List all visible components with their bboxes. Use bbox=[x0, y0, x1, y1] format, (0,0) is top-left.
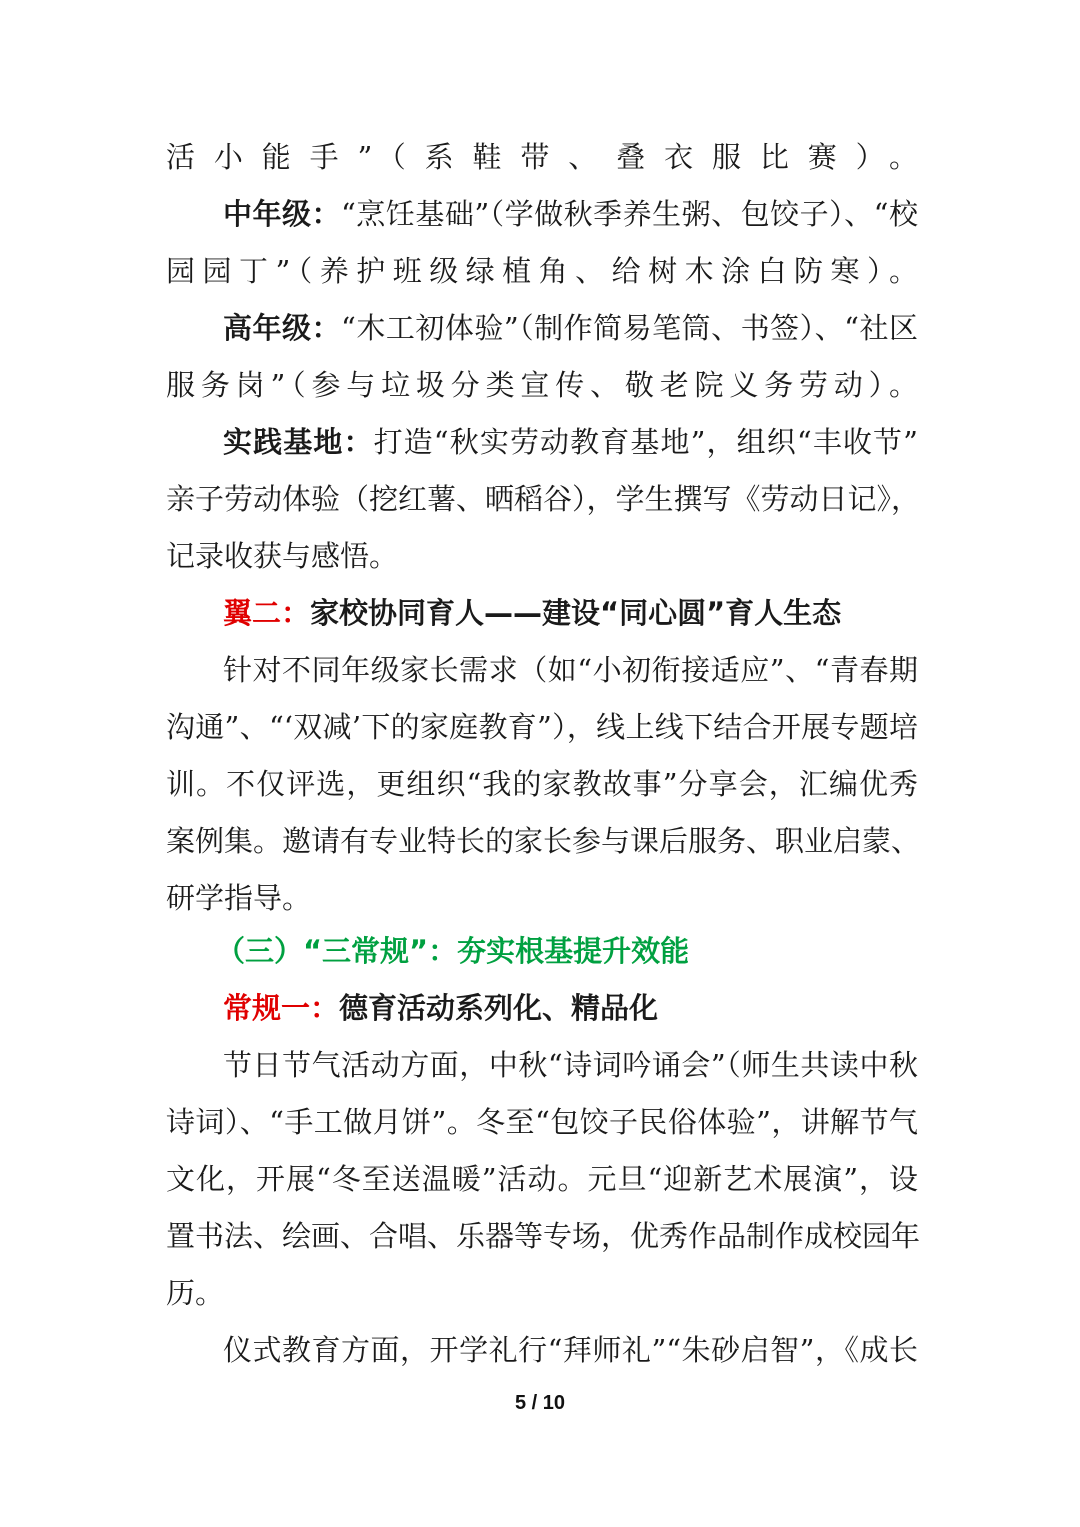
text-line: 园园丁”（养护班级绿植角、给树木涂白防寒）。 bbox=[166, 254, 918, 288]
text-line: 历。 bbox=[166, 1276, 225, 1310]
text-line: 案例集。邀请有专业特长的家长参与课后服务、职业启蒙、 bbox=[166, 824, 921, 858]
text-line: 服务岗”（参与垃圾分类宣传、敬老院义务劳动）。 bbox=[166, 368, 918, 402]
text-line: 记录收获与感悟。 bbox=[166, 539, 399, 573]
base-label: 实践基地： bbox=[223, 425, 374, 459]
section-heading: 常规一：德育活动系列化、精品化 bbox=[223, 991, 659, 1025]
text-line: 实践基地：打造“秋实劳动教育基地”，组织“丰收节” bbox=[223, 425, 918, 459]
text-line: 训。不仅评选，更组织“我的家教故事”分享会，汇编优秀 bbox=[166, 767, 918, 801]
text-line: 沟通”、“‘双减’下的家庭教育”），线上线下结合开展专题培 bbox=[166, 710, 918, 744]
text-line: 文化，开展“冬至送温暖”活动。元旦“迎新艺术展演”，设 bbox=[166, 1162, 918, 1196]
text-line: 高年级：“木工初体验”（制作简易笔筒、书签）、“社区 bbox=[223, 311, 918, 345]
text-line: 诗词）、“手工做月饼”。冬至“包饺子民俗体验”，讲解节气 bbox=[166, 1105, 918, 1139]
grade-label: 高年级： bbox=[223, 311, 342, 345]
section-heading-green: （三）“三常规”：夯实根基提升效能 bbox=[216, 934, 690, 968]
page-number: 5 / 10 bbox=[514, 1392, 566, 1414]
text-line: 针对不同年级家长需求（如“小初衔接适应”、“青春期 bbox=[223, 653, 918, 687]
text-line: 研学指导。 bbox=[166, 881, 312, 915]
text-line: 亲子劳动体验（挖红薯、晒稻谷），学生撰写《劳动日记》， bbox=[166, 482, 921, 516]
section-heading: 翼二：家校协同育人——建设“同心圆”育人生态 bbox=[223, 596, 842, 630]
text-line: 活小能手”（系鞋带、叠衣服比赛）。 bbox=[166, 140, 918, 174]
text-line: 中年级：“烹饪基础”（学做秋季养生粥、包饺子）、“校 bbox=[223, 197, 918, 231]
text-line: 节日节气活动方面，中秋“诗词吟诵会”（师生共读中秋 bbox=[223, 1048, 918, 1082]
text-line: 仪式教育方面，开学礼行“拜师礼”“朱砂启智”，《成长 bbox=[223, 1333, 918, 1367]
grade-label: 中年级： bbox=[223, 197, 342, 231]
text-line: 置书法、绘画、合唱、乐器等专场，优秀作品制作成校园年 bbox=[166, 1219, 921, 1253]
